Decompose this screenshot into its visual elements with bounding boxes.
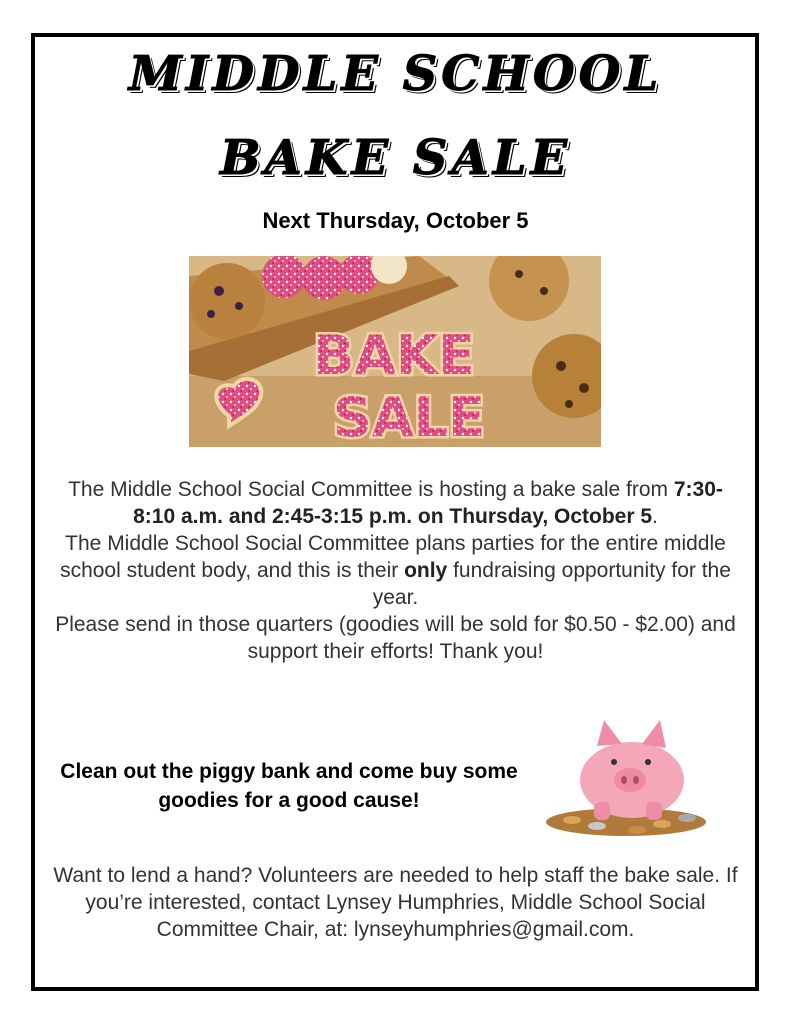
piggy-bank-callout: Clean out the piggy bank and come buy some goodies for a good cause! xyxy=(60,760,518,812)
paragraph-prices: Please send in those quarters (goodies will be sold for $0.50 - $2.00) and support their efforts! Thank you! xyxy=(55,613,736,663)
piggy-bank-photo xyxy=(542,718,710,838)
piggy-bank-icon xyxy=(542,718,710,838)
title-line-2: BAKE SALE xyxy=(219,130,572,186)
bake-sale-photo xyxy=(189,256,601,447)
paragraph-purpose: The Middle School Social Committee plans parties for the entire middle school student body, and this is their only fundraising opportunity for the year. xyxy=(60,532,731,609)
title-line-1: MIDDLE SCHOOL xyxy=(128,46,663,102)
description-text xyxy=(50,476,741,665)
photo-sign-bake: BAKE xyxy=(313,324,475,387)
only-emphasis: only xyxy=(404,559,448,582)
bake-sale-photo-illustration xyxy=(189,256,601,447)
sale-times: 7:30-8:10 a.m. and 2:45-3:15 p.m. on Thursday, October 5 xyxy=(133,478,723,528)
volunteer-text: Want to lend a hand? Volunteers are needed to help staff the bake sale. If you’re interested, contact Lynsey Humphries, Middle School Social Committee Chair, at: lynseyhumphries@gmail.com. xyxy=(53,864,738,941)
date-heading: Next Thursday, October 5 xyxy=(262,208,529,233)
photo-sign-sale: SALE xyxy=(333,386,485,447)
paragraph-schedule: The Middle School Social Committee is hosting a bake sale from 7:30-8:10 a.m. and 2:45-3:15 p.m. on Thursday, October 5. xyxy=(68,478,723,528)
